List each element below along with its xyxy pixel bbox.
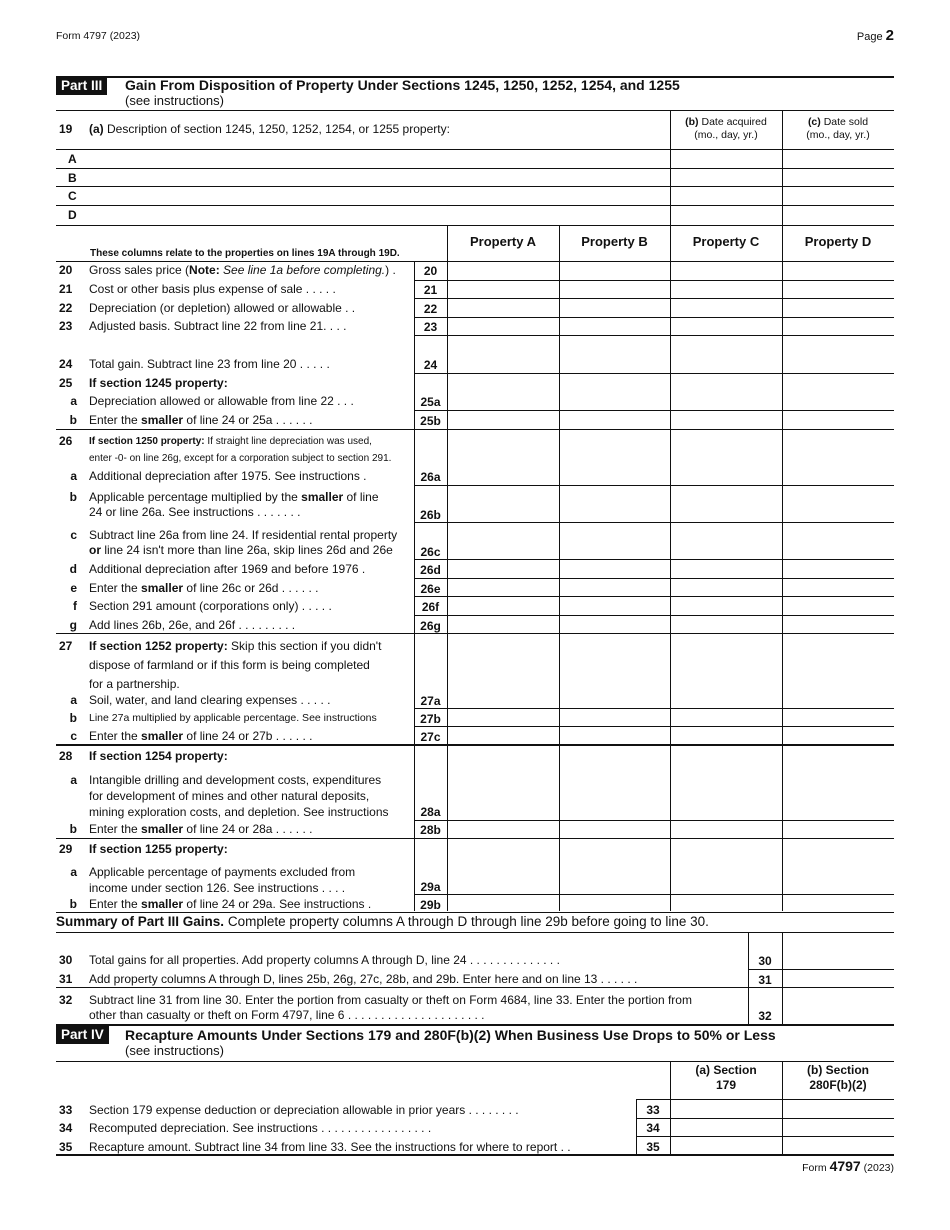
columns-note: These columns relate to the properties on lines 19A through 19D. bbox=[90, 248, 400, 259]
box-26g: 26g bbox=[420, 619, 441, 633]
property-c-label: C bbox=[68, 189, 77, 203]
box-32: 32 bbox=[758, 1009, 772, 1023]
box-26b: 26b bbox=[420, 508, 441, 522]
property-d-label: D bbox=[68, 208, 77, 222]
property-b-label: B bbox=[68, 171, 77, 185]
box-27b: 27b bbox=[420, 712, 441, 726]
box-28b: 28b bbox=[420, 823, 441, 837]
box-22: 22 bbox=[423, 302, 438, 316]
property-a-label: A bbox=[68, 152, 77, 166]
box-20: 20 bbox=[423, 264, 438, 278]
part-iii-title: Gain From Disposition of Property Under Sections 1245, 1250, 1252, 1254, and 1255 bbox=[125, 77, 680, 93]
property-b-header: Property B bbox=[581, 234, 648, 249]
line-34: 34 Recomputed depreciation. See instructions . . . . . . . . . . . . . . . . . bbox=[59, 1121, 432, 1135]
box-26a: 26a bbox=[420, 470, 441, 484]
box-31: 31 bbox=[758, 973, 772, 987]
box-29a: 29a bbox=[420, 880, 441, 894]
property-a-header: Property A bbox=[470, 234, 536, 249]
box-23: 23 bbox=[423, 320, 438, 334]
property-d-header: Property D bbox=[804, 234, 872, 249]
summary-part-iii: Summary of Part III Gains. Complete property columns A through D through line 29b before going to line 30. bbox=[56, 914, 709, 929]
line-32: 32 Subtract line 31 from line 30. Enter the portion from casualty or theft on Form 4684, line 33. Enter the portion from bbox=[59, 993, 692, 1007]
box-27a: 27a bbox=[420, 694, 441, 708]
box-24: 24 bbox=[423, 358, 438, 372]
box-28a: 28a bbox=[420, 805, 441, 819]
box-33: 33 bbox=[646, 1103, 660, 1117]
box-21: 21 bbox=[423, 283, 438, 297]
line-33: 33 Section 179 expense deduction or depreciation allowable in prior years . . . . . . . . bbox=[59, 1103, 519, 1117]
line-32-cont: other than casualty or theft on Form 4797, line 6 . . . . . . . . . . . . . . . . . . . . . bbox=[89, 1008, 485, 1022]
box-26f: 26f bbox=[421, 600, 440, 614]
form-footer-label: Form 4797 (2023) bbox=[802, 1158, 894, 1174]
box-25b: 25b bbox=[420, 414, 441, 428]
box-26c: 26c bbox=[420, 545, 441, 559]
box-30: 30 bbox=[758, 954, 772, 968]
property-c-header: Property C bbox=[692, 234, 760, 249]
col-c-date-sold-header: (c) Date sold (mo., day, yr.) bbox=[806, 116, 870, 141]
part-iv-title: Recapture Amounts Under Sections 179 and 280F(b)(2) When Business Use Drops to 50% or Less bbox=[125, 1027, 776, 1043]
box-26d: 26d bbox=[420, 563, 441, 577]
box-29b: 29b bbox=[420, 898, 441, 912]
part-iii-label: Part III bbox=[56, 76, 107, 95]
line-31: 31 Add property columns A through D, lines 25b, 26g, 27c, 28b, and 29b. Enter here and on line 13 . . . . . . bbox=[59, 972, 638, 986]
page-number: Page 2 bbox=[856, 27, 894, 44]
box-26e: 26e bbox=[420, 582, 441, 596]
col-b-date-acquired-header: (b) Date acquired (mo., day, yr.) bbox=[685, 116, 767, 141]
box-27c: 27c bbox=[420, 730, 441, 744]
col-b-section-280f-header: (b) Section 280F(b)(2) bbox=[807, 1063, 869, 1092]
col-a-section-179-header: (a) Section 179 bbox=[695, 1063, 757, 1092]
part-iii-subtitle: (see instructions) bbox=[125, 93, 224, 108]
part-iv-label: Part IV bbox=[56, 1025, 109, 1044]
part-iv-subtitle: (see instructions) bbox=[125, 1043, 224, 1058]
box-34: 34 bbox=[646, 1121, 660, 1135]
box-35: 35 bbox=[646, 1140, 660, 1154]
box-25a: 25a bbox=[420, 395, 441, 409]
form-header-label: Form 4797 (2023) bbox=[56, 30, 141, 42]
line-35: 35 Recapture amount. Subtract line 34 from line 33. See the instructions for where to report . . bbox=[59, 1140, 571, 1154]
line-30: 30 Total gains for all properties. Add property columns A through D, line 24 . . . . . . . . . . . . . . bbox=[59, 953, 560, 967]
